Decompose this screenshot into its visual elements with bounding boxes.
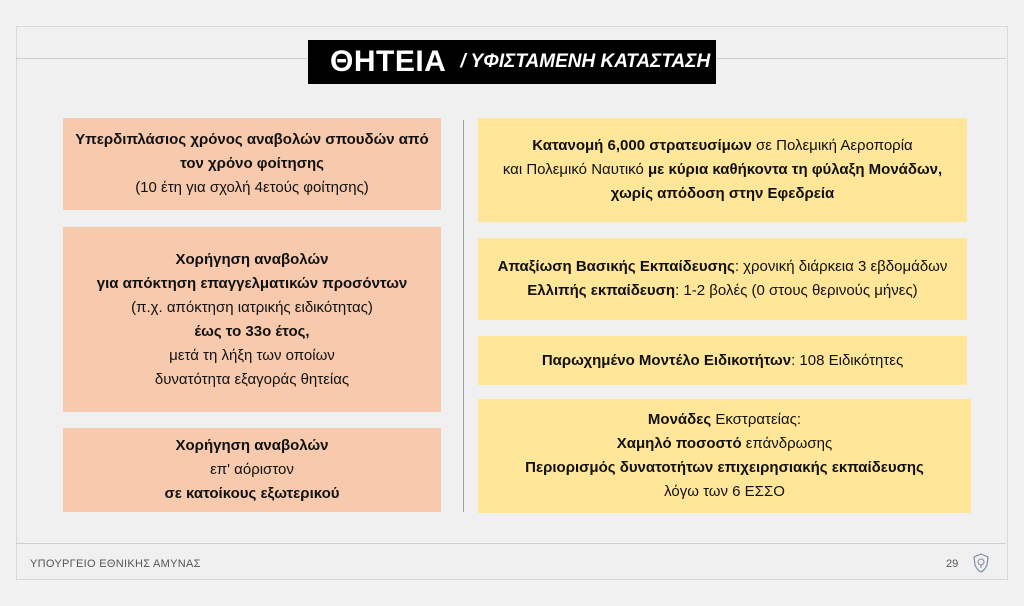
column-divider [463, 120, 464, 512]
right-box3-line1-normal: : 108 Ειδικότητες [791, 351, 904, 369]
right-box4-line4: λόγω των 6 ΕΣΣΟ [664, 483, 785, 500]
footer-rule [16, 543, 1006, 544]
left-box2-line3: (π.χ. απόκτηση ιατρικής ειδικότητας) [131, 298, 373, 316]
left-box1-line1 [75, 128, 428, 152]
left-box2-line1 [176, 248, 329, 272]
right-box2-line1-normal: : χρονική διάρκεια 3 εβδομάδων [734, 258, 948, 275]
right-box-allocation [478, 118, 967, 222]
right-box3-line1-bold: Παρωχημένο Μοντέλο Ειδικοτήτων [541, 351, 792, 369]
right-box4-line1 [648, 408, 801, 432]
left-box2-line5: μετά τη λήξη των οποίων [169, 346, 335, 364]
right-box4-line3-text: Περιορισμός δυνατοτήτων επιχειρησιακής εκπαίδευσης [525, 459, 924, 476]
right-box2-line1 [498, 255, 948, 279]
right-box4-line2 [617, 432, 832, 456]
left-box3-line3-text: σε κατοίκους εξωτερικού [164, 485, 340, 502]
right-box1-line3-text: χωρίς απόδοση στην Εφεδρεία [610, 185, 835, 202]
left-box2-line1-text: Χορήγηση αναβολών [175, 250, 329, 268]
right-box-specialties [478, 336, 967, 385]
right-box1-line2-normal: και Πολεμικό Ναυτικό [502, 161, 648, 178]
left-box-study-deferrals [63, 118, 441, 210]
left-box1-line3: (10 έτη για σχολή 4ετούς φοίτησης) [135, 179, 369, 196]
left-box3-line1 [176, 434, 329, 458]
left-box1-line2 [180, 152, 324, 176]
left-box-professional-deferrals [63, 227, 441, 412]
right-box4-line2-bold: Χαμηλό ποσοστό [616, 435, 742, 452]
page-title: ΘΗΤΕΙΑ [330, 45, 447, 78]
left-box2-line6: δυνατότητα εξαγοράς θητείας [154, 370, 350, 388]
left-box3-line1-text: Χορήγηση αναβολών [175, 437, 329, 454]
right-box1-line3 [611, 182, 835, 206]
right-box2-line2-normal: : 1-2 βολές (0 στους θερινούς μήνες) [675, 282, 918, 299]
right-box4-line3 [525, 456, 924, 480]
page-number: 29 [946, 558, 959, 570]
left-box2-line2 [97, 272, 407, 296]
right-box1-line2 [503, 158, 942, 182]
right-box-training [478, 238, 967, 320]
page-subtitle: / ΥΦΙΣΤΑΜΕΝΗ ΚΑΤΑΣΤΑΣΗ [460, 51, 711, 72]
left-box2-line2-text: για απόκτηση επαγγελματικών προσόντων [96, 274, 408, 292]
right-box1-line2-bold: με κύρια καθήκοντα τη φύλαξη Μονάδων, [648, 161, 943, 178]
right-box2-line2 [527, 279, 917, 303]
right-box1-line1 [532, 134, 912, 158]
right-box-expedition-units [478, 399, 971, 513]
right-box4-line1-normal: Εκστρατείας: [711, 411, 802, 428]
right-box2-line1-bold: Απαξίωση Βασικής Εκπαίδευσης [497, 258, 735, 275]
right-box3-line1 [542, 349, 903, 373]
left-box1-line2-text: τον χρόνο φοίτησης [180, 155, 324, 172]
left-box3-line3 [164, 482, 339, 506]
left-box2-line4 [194, 320, 309, 344]
right-box4-line1-bold: Μονάδες [647, 411, 712, 428]
left-box1-line1-text: Υπερδιπλάσιος χρόνος αναβολών σπουδών από [75, 131, 429, 148]
right-box4-line2-normal: επάνδρωσης [741, 435, 833, 452]
right-box2-line2-bold: Ελλιπής εκπαίδευση [527, 282, 676, 299]
ministry-emblem-icon [972, 553, 990, 573]
right-box1-line1-bold: Κατανομή 6,000 στρατευσίμων [532, 137, 752, 154]
title-banner [308, 40, 716, 84]
left-box3-line2: επ' αόριστον [210, 461, 294, 478]
footer-ministry: ΥΠΟΥΡΓΕΙΟ ΕΘΝΙΚΗΣ ΑΜΥΝΑΣ [30, 558, 201, 570]
right-box1-line1-normal: σε Πολεμική Αεροπορία [751, 137, 913, 154]
left-box2-line4-text: έως το 33ο έτος, [194, 322, 310, 340]
left-box-abroad-deferrals [63, 428, 441, 512]
